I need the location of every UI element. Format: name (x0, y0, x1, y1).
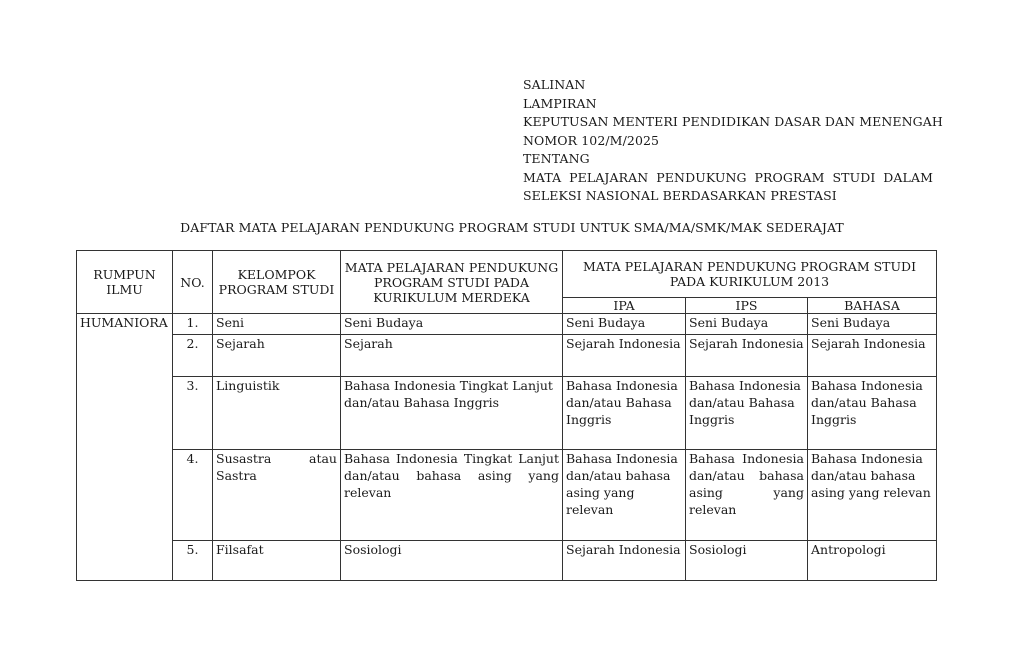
kelompok-cell: Susastra atau Sastra (213, 450, 341, 541)
merdeka-cell: Seni Budaya (341, 314, 563, 335)
page-title: DAFTAR MATA PELAJARAN PENDUKUNG PROGRAM STUDI UNTUK SMA/MA/SMK/MAK SEDERAJAT (180, 220, 844, 235)
header-nomor: NOMOR 102/M/2025 (523, 132, 660, 148)
header-kelompok-program-studi: KELOMPOK PROGRAM STUDI (213, 251, 341, 314)
row-number: 4. (173, 450, 213, 541)
rumpun-cell: HUMANIORA (77, 314, 173, 581)
table-row (77, 541, 937, 581)
ipa-cell: Seni Budaya (563, 314, 686, 335)
table-row (77, 450, 937, 541)
kelompok-cell: Linguistik (213, 377, 341, 450)
ips-cell: Seni Budaya (686, 314, 808, 335)
document-header (523, 76, 943, 206)
header-kurikulum-2013: MATA PELAJARAN PENDUKUNG PROGRAM STUDI PADA KURIKULUM 2013 (563, 251, 937, 298)
ipa-cell: Sejarah Indonesia (563, 335, 686, 377)
header-kurikulum-merdeka: MATA PELAJARAN PENDUKUNG PROGRAM STUDI PADA KURIKULUM MERDEKA (341, 251, 563, 314)
header-no: NO. (173, 251, 213, 314)
bahasa-cell: Seni Budaya (808, 314, 937, 335)
header-ipa: IPA (563, 298, 686, 314)
ips-cell: Sosiologi (686, 541, 808, 581)
table-row (77, 377, 937, 450)
bahasa-cell: Bahasa Indonesia dan/atau bahasa asing yang relevan (808, 450, 937, 541)
merdeka-cell: Sosiologi (341, 541, 563, 581)
header-tentang: TENTANG (523, 151, 590, 166)
header-subject-line-2: SELEKSI NASIONAL BERDASARKAN PRESTASI (523, 188, 837, 203)
row-number: 5. (173, 541, 213, 581)
row-number: 1. (173, 314, 213, 335)
kelompok-cell: Filsafat (213, 541, 341, 581)
header-bahasa: BAHASA (808, 298, 937, 314)
ipa-cell: Sejarah Indonesia (563, 541, 686, 581)
bahasa-cell: Antropologi (808, 541, 937, 581)
header-lampiran: LAMPIRAN (523, 95, 597, 111)
ips-cell: Bahasa Indonesia dan/atau bahasa asing yang relevan (686, 450, 808, 541)
merdeka-cell: Bahasa Indonesia Tingkat Lanjut dan/atau bahasa asing yang relevan (341, 450, 563, 541)
header-salinan: SALINAN (523, 77, 586, 92)
ipa-cell: Bahasa Indonesia dan/atau bahasa asing yang relevan (563, 450, 686, 541)
kelompok-cell: Seni (213, 314, 341, 335)
merdeka-cell: Sejarah (341, 335, 563, 377)
bahasa-cell: Bahasa Indonesia dan/atau Bahasa Inggris (808, 377, 937, 450)
merdeka-cell: Bahasa Indonesia Tingkat Lanjut dan/atau Bahasa Inggris (341, 377, 563, 450)
header-rumpun-ilmu: RUMPUN ILMU (77, 251, 173, 314)
table-row (77, 335, 937, 377)
ipa-cell: Bahasa Indonesia dan/atau Bahasa Inggris (563, 377, 686, 450)
bahasa-cell: Sejarah Indonesia (808, 335, 937, 377)
row-number: 3. (173, 377, 213, 450)
ips-cell: Bahasa Indonesia dan/atau Bahasa Inggris (686, 377, 808, 450)
row-number: 2. (173, 335, 213, 377)
header-keputusan: KEPUTUSAN MENTERI PENDIDIKAN DASAR DAN MENENGAH (523, 114, 943, 129)
kelompok-cell: Sejarah (213, 335, 341, 377)
subject-table (76, 250, 937, 581)
ips-cell: Sejarah Indonesia (686, 335, 808, 377)
header-ips: IPS (686, 298, 808, 314)
table-row (77, 314, 937, 335)
header-subject-line-1: MATA PELAJARAN PENDUKUNG PROGRAM STUDI DALAM (523, 169, 933, 185)
